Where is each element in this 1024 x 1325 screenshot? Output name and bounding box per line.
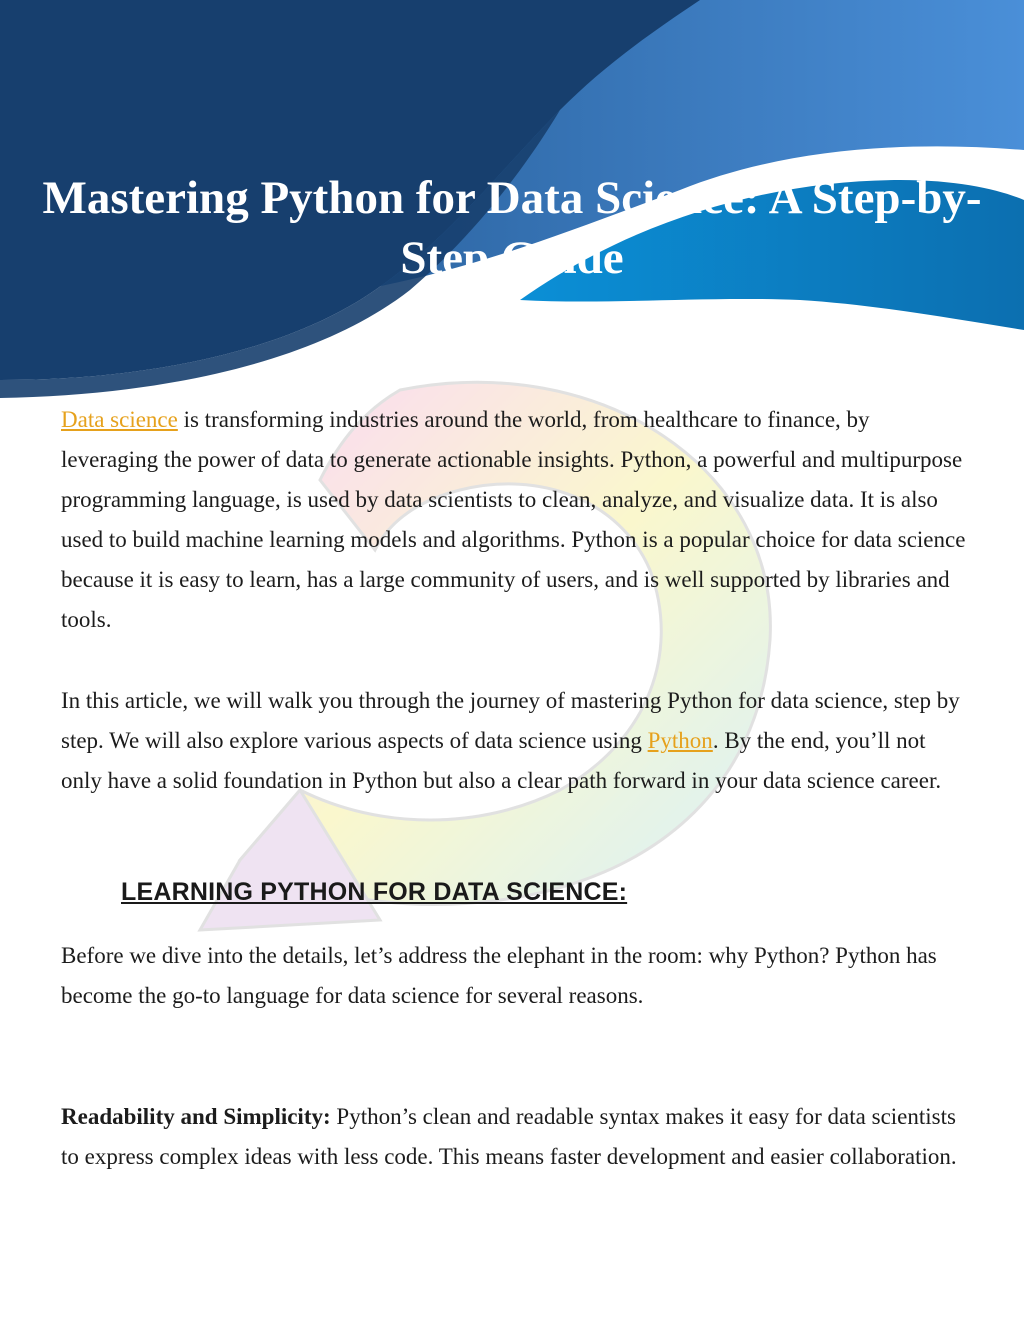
intro-text: is transforming industries around the world, from healthcare to finance, by leveraging the power of data to generate actionable insights. Python, a powerful and multipurpose programming language, is used by data scientists to clean, analyze, and visualize data. It is also used to build machine learning models and algorithms. Python is a popular choice for data science because it is easy to learn, has a large community of users, and is well supported by libraries and tools. [61, 407, 966, 632]
page-title: Mastering Python for Data Science: A Step-by-Step Guide [42, 172, 982, 284]
why-python-section [61, 936, 966, 1016]
readability-paragraph [61, 1097, 966, 1177]
why-python-paragraph: Before we dive into the details, let’s address the elephant in the room: why Python? Python has become the go-to language for data science for several reasons. [61, 943, 937, 1008]
readability-label: Readability and Simplicity: [61, 1104, 331, 1129]
intro-section [61, 400, 966, 640]
section-heading: LEARNING PYTHON FOR DATA SCIENCE: [121, 878, 628, 906]
article-intro-text-before: In this article, we will walk you through the journey of mastering Python for data science, step by step. We will also explore various aspects of data science using [61, 688, 960, 753]
readability-section [61, 1097, 966, 1177]
article-intro-section [61, 681, 966, 801]
python-link[interactable]: Python [647, 728, 713, 753]
data-science-link[interactable]: Data science [61, 407, 178, 432]
intro-paragraph [61, 400, 966, 640]
article-intro-text-after: . By the end, you’ll not only have a solid foundation in Python but also a clear path forward in your data science career. [61, 728, 942, 793]
readability-text: Python’s clean and readable syntax makes it easy for data scientists to express complex ideas with less code. This means faster development and easier collaboration. [61, 1104, 957, 1169]
article-intro-paragraph [61, 681, 966, 801]
